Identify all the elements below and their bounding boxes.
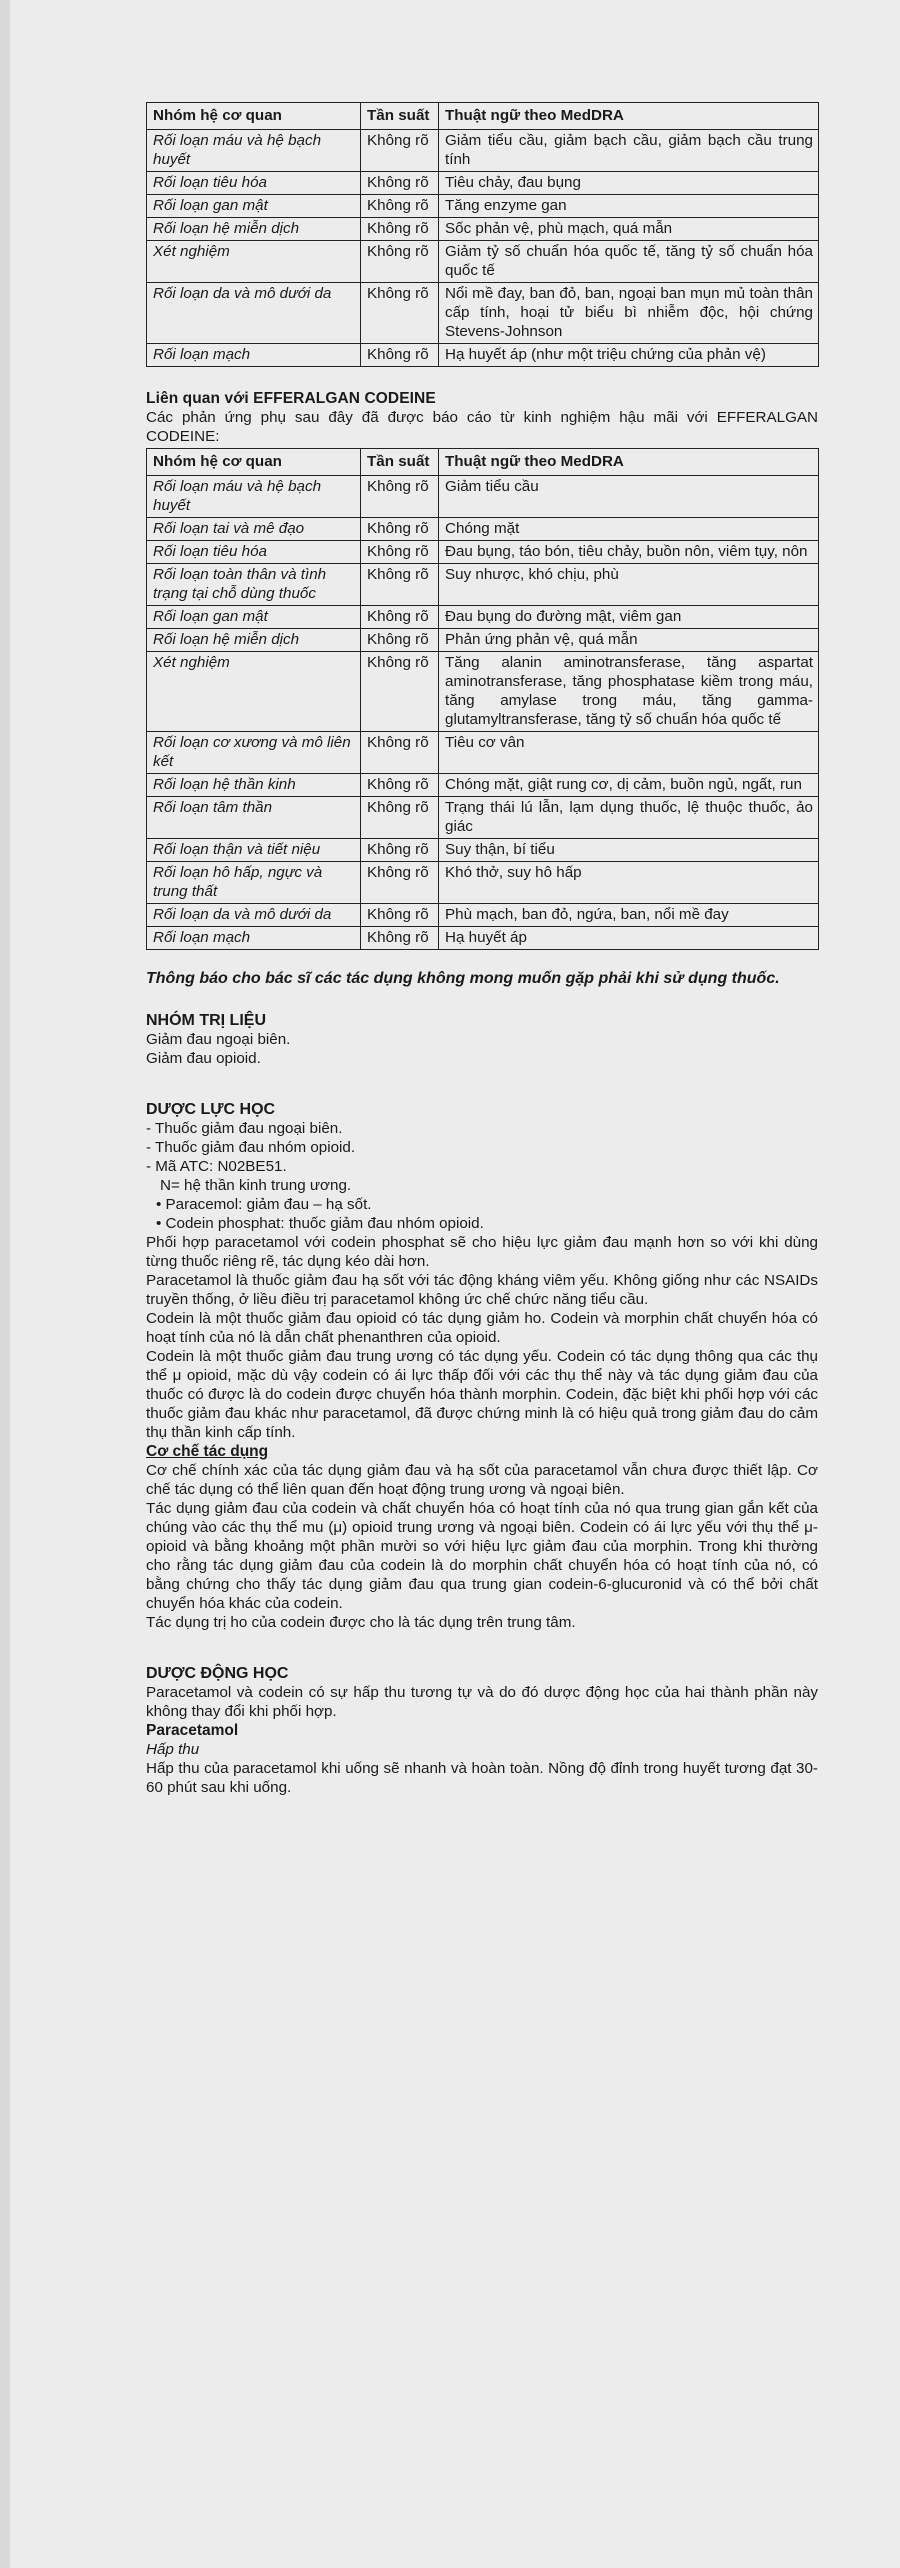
meddra-term-cell: Nổi mề đay, ban đỏ, ban, ngoại ban mụn mủ toàn thân cấp tính, hoại tử biểu bì nhiễm độc, hội chứng Stevens-Johnson (439, 283, 819, 344)
organ-class-cell: Rối loạn tai và mê đạo (147, 518, 361, 541)
table-row (147, 476, 819, 518)
leaflet-content (146, 102, 818, 1797)
frequency-cell: Không rõ (361, 172, 439, 195)
frequency-cell: Không rõ (361, 564, 439, 606)
table-row (147, 564, 819, 606)
table-row (147, 839, 819, 862)
pharmacodynamics-paragraph: Codein là một thuốc giảm đau opioid có tác dụng giảm ho. Codein và morphin chất chuyển hóa có hoạt tính của nó là dẫn chất phenanthren của opioid. (146, 1310, 818, 1346)
adverse-reactions-table-codeine (146, 448, 819, 950)
frequency-cell: Không rõ (361, 518, 439, 541)
table-header-row (147, 449, 819, 476)
header-frequency: Tần suất (361, 449, 439, 476)
meddra-term-cell: Hạ huyết áp (như một triệu chứng của phản vệ) (439, 344, 819, 367)
organ-class-cell: Rối loạn máu và hệ bạch huyết (147, 476, 361, 518)
meddra-term-cell: Hạ huyết áp (439, 927, 819, 950)
therapeutic-group-heading: NHÓM TRỊ LIỆU (146, 1012, 266, 1029)
meddra-term-cell: Khó thở, suy hô hấp (439, 862, 819, 904)
frequency-cell: Không rõ (361, 862, 439, 904)
mechanism-paragraph: Tác dụng giảm đau của codein và chất chuyển hóa có hoạt tính của nó qua trung gian gắn kết của chúng vào các thụ thể mu (μ) opioid trung ương và ngoại biên. Codein có ái lực yếu với thụ thể μ-opioid và bằng khoảng một phần mười so với hiệu lực giảm đau của morphin. Trong khi thường cho rằng tác dụng giảm đau của codein là do morphin chất chuyển hóa có hoạt tính của nó, có bằng chứng cho thấy tác dụng giảm đau qua trung gian codein-6-glucuronid và có thể bởi chất chuyển hóa khác của codein. (146, 1500, 818, 1612)
meddra-term-cell: Giảm tiểu cầu, giảm bạch cầu, giảm bạch cầu trung tính (439, 130, 819, 172)
table-row (147, 218, 819, 241)
table-header-row (147, 103, 819, 130)
table-body (147, 476, 819, 950)
meddra-term-cell: Chóng mặt, giật rung cơ, dị cảm, buồn ngủ, ngất, run (439, 774, 819, 797)
frequency-cell: Không rõ (361, 839, 439, 862)
atc-note: N= hệ thần kinh trung ương. (160, 1177, 352, 1194)
meddra-term-cell: Suy nhược, khó chịu, phù (439, 564, 819, 606)
frequency-cell: Không rõ (361, 241, 439, 283)
meddra-term-cell: Đau bụng, táo bón, tiêu chảy, buồn nôn, viêm tụy, nôn (439, 541, 819, 564)
organ-class-cell: Rối loạn da và mô dưới da (147, 904, 361, 927)
therapeutic-group-line: Giảm đau ngoại biên. (146, 1031, 291, 1048)
frequency-cell: Không rõ (361, 541, 439, 564)
frequency-cell: Không rõ (361, 652, 439, 732)
table-row (147, 732, 819, 774)
pharmacodynamics-heading: DƯỢC LỰC HỌC (146, 1101, 276, 1118)
table-row (147, 344, 819, 367)
organ-class-cell: Rối loạn máu và hệ bạch huyết (147, 130, 361, 172)
organ-class-cell: Rối loạn cơ xương và mô liên kết (147, 732, 361, 774)
table-row (147, 195, 819, 218)
table-body (147, 130, 819, 367)
paracetamol-subheading: Paracetamol (146, 1722, 239, 1739)
frequency-cell: Không rõ (361, 476, 439, 518)
pharmacodynamics-paragraph: Codein là một thuốc giảm đau trung ương có tác dụng yếu. Codein có tác dụng thông qua các thụ thể μ opioid, mặc dù vậy codein có ái lực thấp đối với các thụ thể này và tác dụng giảm đau của thuốc có được là do codein được chuyển hóa thành morphin. Codein, đặc biệt khi phối hợp với các thuốc giảm đau khác như paracetamol, đã được chứng minh là có hiệu quả trong giảm đau do cảm thụ thần kinh cấp tính. (146, 1348, 818, 1441)
table-row (147, 541, 819, 564)
frequency-cell: Không rõ (361, 797, 439, 839)
frequency-cell: Không rõ (361, 774, 439, 797)
organ-class-cell: Xét nghiệm (147, 241, 361, 283)
frequency-cell: Không rõ (361, 283, 439, 344)
codeine-section-intro: Các phản ứng phụ sau đây đã được báo cáo từ kinh nghiệm hậu mãi với EFFERALGAN CODEINE: (146, 409, 818, 445)
frequency-cell: Không rõ (361, 629, 439, 652)
pharmacodynamics-paragraph: Paracetamol là thuốc giảm đau hạ sốt với tác động kháng viêm yếu. Không giống như các NSAIDs truyền thống, ở liều điều trị paracetamol không ức chế chức năng tiểu cầu. (146, 1272, 818, 1308)
table-row (147, 241, 819, 283)
pharmacodynamics-paragraph: Phối hợp paracetamol với codein phosphat sẽ cho hiệu lực giảm đau mạnh hơn so với khi dùng từng thuốc riêng rẽ, tác dụng kéo dài hơn. (146, 1234, 818, 1270)
table-row (147, 652, 819, 732)
frequency-cell: Không rõ (361, 927, 439, 950)
meddra-term-cell: Phản ứng phản vệ, quá mẫn (439, 629, 819, 652)
meddra-term-cell: Tăng enzyme gan (439, 195, 819, 218)
organ-class-cell: Rối loạn da và mô dưới da (147, 283, 361, 344)
organ-class-cell: Xét nghiệm (147, 652, 361, 732)
table-row (147, 130, 819, 172)
organ-class-cell: Rối loạn hệ thần kinh (147, 774, 361, 797)
meddra-term-cell: Giảm tỷ số chuẩn hóa quốc tế, tăng tỷ số chuẩn hóa quốc tế (439, 241, 819, 283)
therapeutic-group-line: Giảm đau opioid. (146, 1050, 261, 1067)
pharmacodynamics-dash-item: - Thuốc giảm đau nhóm opioid. (146, 1139, 356, 1156)
mechanism-heading: Cơ chế tác dụng (146, 1443, 269, 1460)
header-organ-class: Nhóm hệ cơ quan (147, 449, 361, 476)
organ-class-cell: Rối loạn tâm thần (147, 797, 361, 839)
meddra-term-cell: Tiêu cơ vân (439, 732, 819, 774)
organ-class-cell: Rối loạn hệ miễn dịch (147, 629, 361, 652)
header-organ-class: Nhóm hệ cơ quan (147, 103, 361, 130)
table-row (147, 862, 819, 904)
organ-class-cell: Rối loạn toàn thân và tình trạng tại chỗ dùng thuốc (147, 564, 361, 606)
meddra-term-cell: Chóng mặt (439, 518, 819, 541)
meddra-term-cell: Tiêu chảy, đau bụng (439, 172, 819, 195)
meddra-term-cell: Trạng thái lú lẫn, lạm dụng thuốc, lệ thuộc thuốc, ảo giác (439, 797, 819, 839)
organ-class-cell: Rối loạn tiêu hóa (147, 541, 361, 564)
adverse-effects-notice: Thông báo cho bác sĩ các tác dụng không mong muốn gặp phải khi sử dụng thuốc. (146, 970, 780, 987)
organ-class-cell: Rối loạn gan mật (147, 606, 361, 629)
organ-class-cell: Rối loạn tiêu hóa (147, 172, 361, 195)
leaflet-page (10, 0, 900, 2568)
frequency-cell: Không rõ (361, 130, 439, 172)
table-row (147, 904, 819, 927)
mechanism-paragraph: Cơ chế chính xác của tác dụng giảm đau và hạ sốt của paracetamol vẫn chưa được thiết lập. Cơ chế tác dụng có thể liên quan đến hoạt động trung ương và ngoại biên. (146, 1462, 818, 1498)
table-row (147, 927, 819, 950)
organ-class-cell: Rối loạn mạch (147, 344, 361, 367)
organ-class-cell: Rối loạn hô hấp, ngực và trung thất (147, 862, 361, 904)
adverse-reactions-table-paracetamol (146, 102, 819, 367)
meddra-term-cell: Tăng alanin aminotransferase, tăng aspartat aminotransferase, tăng phosphatase kiềm trong máu, tăng amylase trong máu, tăng gamma-glutamyltransferase, tăng tỷ số chuẩn hóa quốc tế (439, 652, 819, 732)
organ-class-cell: Rối loạn hệ miễn dịch (147, 218, 361, 241)
frequency-cell: Không rõ (361, 218, 439, 241)
organ-class-cell: Rối loạn mạch (147, 927, 361, 950)
mechanism-paragraph: Tác dụng trị ho của codein được cho là tác dụng trên trung tâm. (146, 1614, 576, 1631)
table-row (147, 518, 819, 541)
meddra-term-cell: Đau bụng do đường mật, viêm gan (439, 606, 819, 629)
pharmacodynamics-dash-item: - Thuốc giảm đau ngoại biên. (146, 1120, 343, 1137)
table-row (147, 606, 819, 629)
table-row (147, 797, 819, 839)
absorption-text: Hấp thu của paracetamol khi uống sẽ nhanh và hoàn toàn. Nồng độ đỉnh trong huyết tương đạt 30-60 phút sau khi uống. (146, 1760, 818, 1796)
table-row (147, 172, 819, 195)
pharmacodynamics-dash-item: - Mã ATC: N02BE51. (146, 1158, 287, 1175)
header-meddra-term: Thuật ngữ theo MedDRA (439, 449, 819, 476)
organ-class-cell: Rối loạn gan mật (147, 195, 361, 218)
frequency-cell: Không rõ (361, 904, 439, 927)
frequency-cell: Không rõ (361, 344, 439, 367)
table-row (147, 283, 819, 344)
codeine-section-title: Liên quan với EFFERALGAN CODEINE (146, 390, 436, 407)
frequency-cell: Không rõ (361, 606, 439, 629)
meddra-term-cell: Giảm tiểu cầu (439, 476, 819, 518)
table-row (147, 774, 819, 797)
pharmacodynamics-bullet: • Paracemol: giảm đau – hạ sốt. (156, 1196, 372, 1213)
meddra-term-cell: Sốc phản vệ, phù mạch, quá mẫn (439, 218, 819, 241)
organ-class-cell: Rối loạn thận và tiết niệu (147, 839, 361, 862)
absorption-heading: Hấp thu (146, 1741, 200, 1758)
meddra-term-cell: Suy thận, bí tiểu (439, 839, 819, 862)
header-frequency: Tần suất (361, 103, 439, 130)
table-row (147, 629, 819, 652)
pharmacokinetics-heading: DƯỢC ĐỘNG HỌC (146, 1665, 289, 1682)
frequency-cell: Không rõ (361, 732, 439, 774)
pharmacodynamics-bullet: • Codein phosphat: thuốc giảm đau nhóm opioid. (156, 1215, 484, 1232)
meddra-term-cell: Phù mạch, ban đỏ, ngứa, ban, nổi mề đay (439, 904, 819, 927)
header-meddra-term: Thuật ngữ theo MedDRA (439, 103, 819, 130)
frequency-cell: Không rõ (361, 195, 439, 218)
pharmacokinetics-intro: Paracetamol và codein có sự hấp thu tương tự và do đó dược động học của hai thành phần này không thay đổi khi phối hợp. (146, 1684, 818, 1720)
